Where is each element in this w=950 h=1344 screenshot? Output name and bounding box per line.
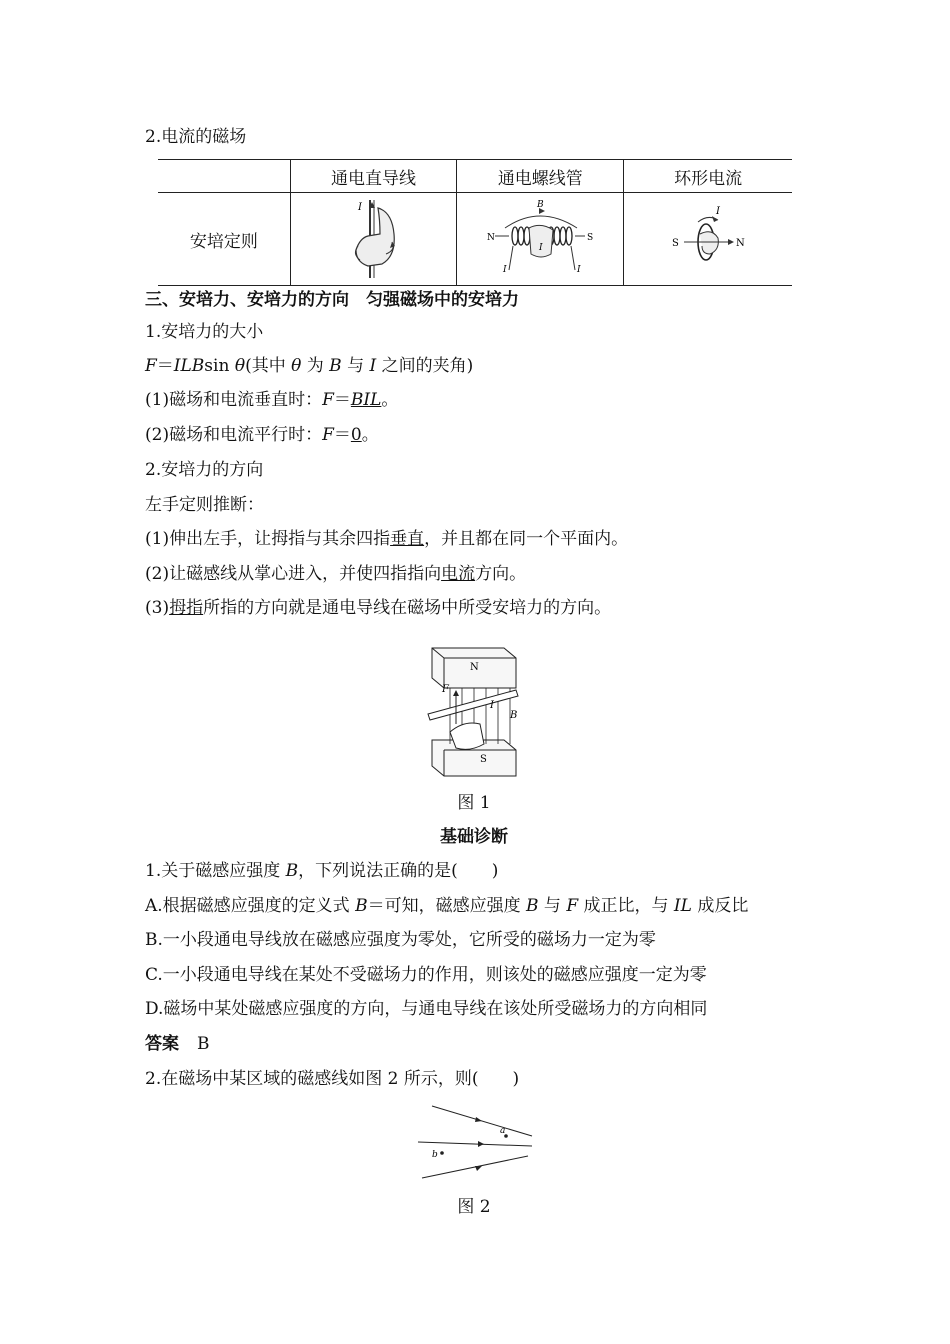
fig1-force-label: F [442,684,449,695]
wire-current-label: I [357,202,362,213]
solenoid-i-label: I [577,265,581,275]
stem-text: B [285,861,299,881]
solenoid-figure [457,193,624,286]
figure-caption: 图 2 [457,1197,491,1217]
case-text: F [322,425,334,445]
answer-value: B [197,1034,210,1054]
rule-step [145,597,611,619]
parallel-case [145,424,379,446]
straight-wire-figure [290,193,457,286]
formula-text: θ [291,356,302,376]
option-c: C.一小段通电导线在某处不受磁场力的作用，则该处的磁感应强度一定为零 [145,965,707,985]
ring-current-label: I [716,206,721,217]
ampere-rule-table [158,159,792,286]
formula-text: B [329,356,342,376]
stem-text: 1.关于磁感应强度 [145,861,286,881]
case-text: ＝ [333,390,351,410]
formula-text: I [369,356,377,376]
formula-text: F [145,356,157,376]
case-text: (2)磁场和电流平行时： [145,425,323,445]
rule-text: (1)伸出左手，让拇指与其余四指 [145,529,391,549]
option-text: B [526,896,539,916]
formula-text: 之间的夹角) [376,356,474,376]
option-text: F [566,896,579,916]
figure-caption: 图 1 [457,793,491,813]
formula-text: 为 [301,356,330,376]
fig1-current-label: I [490,700,494,711]
rule-intro: 左手定则推断： [145,495,264,515]
option-text: 与 [538,896,567,916]
solenoid-i-label: I [503,265,507,275]
option-text: IL [673,896,692,916]
subsection-heading: 2.安培力的方向 [145,460,264,480]
question-stem [145,860,498,882]
stem-text: ，下列说法正确的是( ) [298,861,499,881]
option-text: B [355,896,368,916]
table-header: 通电直导线 [290,160,457,193]
case-text: (1)磁场和电流垂直时： [145,390,323,410]
solenoid-n-label: N [487,233,496,243]
option-d: D.磁场中某处磁感应强度的方向，与通电导线在该处所受磁场力的方向相同 [145,999,708,1019]
left-hand-rule-figure [420,640,530,780]
point-a-label: a [500,1126,506,1136]
rule-text: (3) [145,598,170,618]
solenoid-s-label: S [587,233,594,243]
case-answer: 0 [350,425,362,445]
formula-text: θ [234,356,246,376]
rule-step [145,528,628,550]
table-header: 通电螺线管 [457,160,624,193]
fig1-s-label: S [480,754,487,765]
case-text: 。 [381,390,399,410]
option-b: B.一小段通电导线放在磁感应强度为零处，它所受的磁场力一定为零 [145,930,656,950]
rule-text: ，并且都在同一个平面内。 [424,529,629,549]
rule-blank: 拇指 [169,598,204,618]
case-answer: BIL [350,390,382,410]
case-text: F [322,390,334,410]
option-text: ＝可知，磁感应强度 [367,896,526,916]
perpendicular-case [145,389,398,411]
case-text: ＝ [333,425,351,445]
option-text: 成正比，与 [578,896,674,916]
formula-text: ＝ [156,356,174,376]
option-text: 成反比 [691,896,749,916]
rule-text: 方向。 [475,564,527,584]
formula-text: 与 [341,356,370,376]
ring-n-label: N [736,238,745,249]
table-row-label: 安培定则 [158,193,290,286]
ring-s-label: S [672,238,679,249]
section-heading: 2.电流的磁场 [145,127,247,147]
rule-text: (2)让磁感线从掌心进入，并使四指指向 [145,564,442,584]
rule-blank: 电流 [441,564,476,584]
answer-line [145,1033,210,1055]
fig1-field-label: B [510,710,518,721]
option-a [145,895,748,917]
rule-text: 所指的方向就是通电导线在磁场中所受安培力的方向。 [203,598,612,618]
solenoid-i-label: I [539,243,543,253]
formula-text: sin [204,356,235,376]
diagnosis-title: 基础诊断 [440,827,508,847]
formula-text: (其中 [245,356,292,376]
fig1-n-label: N [470,662,479,673]
rule-blank: 垂直 [390,529,425,549]
question-stem: 2.在磁场中某区域的磁感线如图 2 所示，则( ) [145,1069,520,1089]
table-corner [158,160,290,193]
ring-current-figure [624,193,792,286]
point-b-label: b [432,1150,438,1160]
section-heading: 三、安培力、安培力的方向 匀强磁场中的安培力 [145,290,519,310]
formula-line [145,355,473,377]
subsection-heading: 1.安培力的大小 [145,322,264,342]
case-text: 。 [361,425,379,445]
field-lines-figure [410,1100,540,1185]
table-header: 环形电流 [624,160,792,193]
answer-label: 答案 [145,1034,179,1054]
formula-text: ILB [173,356,205,376]
solenoid-b-label: B [537,200,544,210]
option-text: A.根据磁感应强度的定义式 [145,896,356,916]
rule-step [145,563,526,585]
